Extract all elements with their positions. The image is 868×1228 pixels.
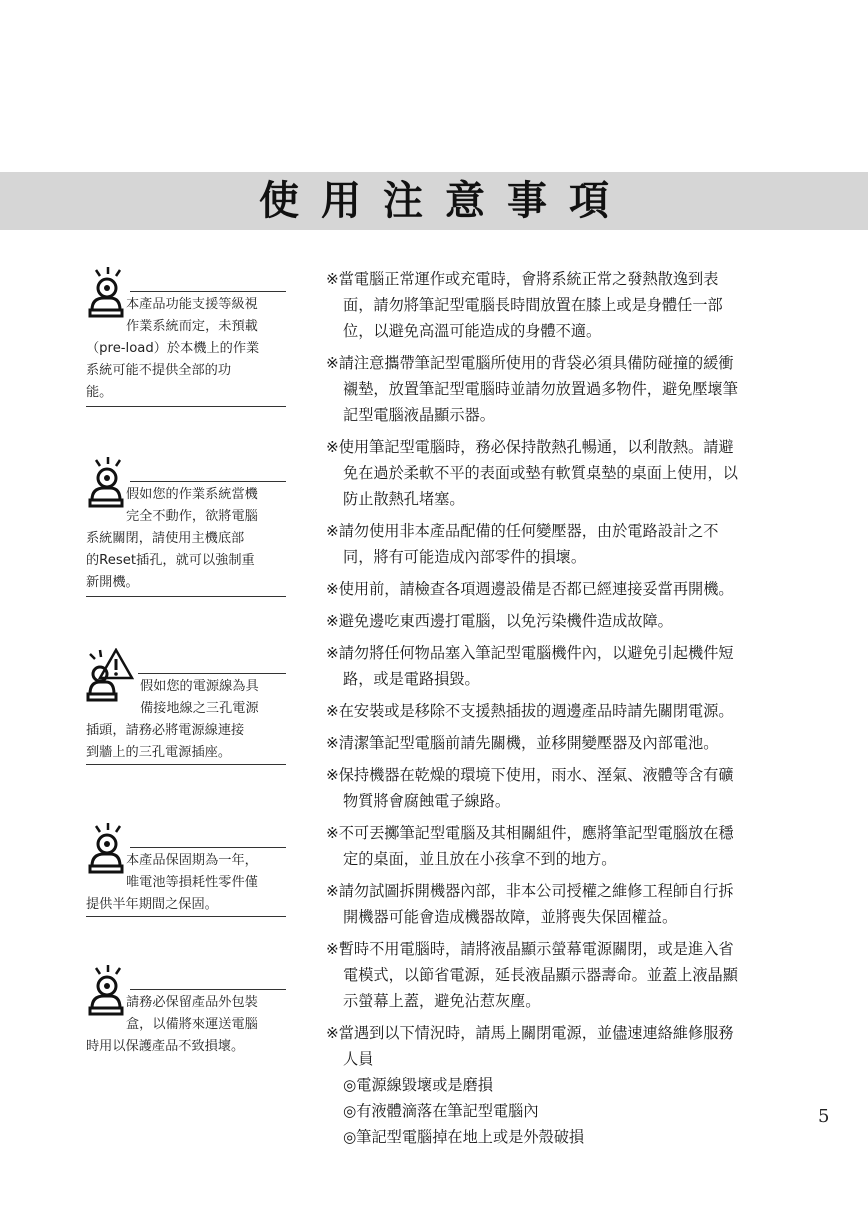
precautions-list	[326, 266, 808, 1156]
list-item	[326, 518, 808, 570]
item-line: 電模式，以節省電源，延長液晶顯示器壽命。並蓋上液晶顯	[343, 966, 738, 984]
note-line: 作業系統而定，未預載	[126, 319, 258, 334]
note-rule	[130, 291, 286, 292]
note-rule	[130, 847, 286, 848]
item-line: 人員	[343, 1050, 374, 1068]
note-rule	[86, 764, 286, 765]
list-item	[326, 878, 808, 930]
note-line: 新開機。	[86, 575, 139, 590]
item-line: ※請勿使用非本產品配備的任何變壓器，由於電路設計之不	[326, 522, 719, 540]
list-item	[326, 730, 808, 756]
list-item	[326, 576, 808, 602]
note-rule	[86, 406, 286, 407]
list-item	[326, 762, 808, 814]
list-item	[326, 350, 808, 428]
item-line: 示螢幕上蓋，避免沾惹灰塵。	[343, 992, 541, 1010]
title-band	[0, 172, 868, 230]
item-line: ※避免邊吃東西邊打電腦，以免污染機件造成故障。	[326, 612, 673, 630]
item-line: 開機器可能會造成機器故障，並將喪失保固權益。	[343, 908, 678, 926]
item-line: ※保持機器在乾燥的環境下使用，雨水、溼氣、液體等含有礦	[326, 766, 734, 784]
note-rule	[138, 673, 286, 674]
list-item	[326, 698, 808, 724]
note-line: 完全不動作，欲將電腦	[126, 509, 258, 524]
note-line: 系統可能不提供全部的功	[86, 363, 232, 378]
item-line: ※當遇到以下情況時，請馬上關閉電源，並儘速連絡維修服務	[326, 1024, 734, 1042]
item-line: 免在過於柔軟不平的表面或墊有軟質桌墊的桌面上使用，以	[343, 464, 738, 482]
note-line: 時用以保護產品不致損壞。	[86, 1039, 245, 1054]
note-line: 唯電池等損耗性零件僅	[126, 875, 258, 890]
item-line: 路，或是電路損毀。	[343, 670, 480, 688]
note-line: 本產品保固期為一年，	[126, 853, 258, 868]
note-line: 假如您的電源線為具	[140, 679, 259, 694]
note-line: 到牆上的三孔電源插座。	[86, 745, 232, 760]
list-item	[326, 434, 808, 512]
note-rule	[86, 596, 286, 597]
note-line: （pre-load）於本機上的作業	[86, 341, 260, 356]
list-item	[326, 820, 808, 872]
sub-item: ◎筆記型電腦掉在地上或是外殼破損	[343, 1128, 585, 1146]
list-item	[326, 640, 808, 692]
sub-item: ◎有液體滴落在筆記型電腦內	[343, 1102, 539, 1120]
item-line: ※請勿將任何物品塞入筆記型電腦機件內，以避免引起機件短	[326, 644, 734, 662]
item-line: 物質將會腐蝕電子線路。	[343, 792, 511, 810]
note-rule	[130, 481, 286, 482]
note-line: 的Reset插孔，就可以強制重	[86, 553, 255, 568]
list-item	[326, 936, 808, 1014]
item-line: ※請注意攜帶筆記型電腦所使用的背袋必須具備防碰撞的緩衝	[326, 354, 734, 372]
list-item	[326, 266, 808, 344]
list-item	[326, 608, 808, 634]
item-line: ※使用筆記型電腦時，務必保持散熱孔暢通，以利散熱。請避	[326, 438, 734, 456]
item-line: ※不可丟擲筆記型電腦及其相關組件，應將筆記型電腦放在穩	[326, 824, 734, 842]
page-title: 使用注意事項	[259, 177, 631, 224]
item-line: ※使用前，請檢查各項週邊設備是否都已經連接妥當再開機。	[326, 580, 734, 598]
note-rule	[130, 989, 286, 990]
note-line: 本產品功能支援等級視	[126, 297, 258, 312]
note-line: 插頭，請務必將電源線連接	[86, 723, 245, 738]
item-line: 防止散熱孔堵塞。	[343, 490, 465, 508]
note-line: 系統關閉，請使用主機底部	[86, 531, 245, 546]
item-line: 記型電腦液晶顯示器。	[343, 406, 495, 424]
item-line: ※清潔筆記型電腦前請先關機，並移開變壓器及內部電池。	[326, 734, 719, 752]
item-line: 位，以避免高溫可能造成的身體不適。	[343, 322, 602, 340]
sub-item: ◎電源線毀壞或是磨損	[343, 1076, 493, 1094]
item-line: 定的桌面，並且放在小孩拿不到的地方。	[343, 850, 617, 868]
item-line: ※在安裝或是移除不支援熱插拔的週邊產品時請先關閉電源。	[326, 702, 734, 720]
item-line: 面，請勿將筆記型電腦長時間放置在膝上或是身體任一部	[343, 296, 723, 314]
page-number: 5	[818, 1106, 830, 1127]
note-rule	[86, 916, 286, 917]
list-item	[326, 1020, 808, 1150]
note-line: 盒，以備將來運送電腦	[126, 1017, 258, 1032]
item-line: 襯墊，放置筆記型電腦時並請勿放置過多物件，避免壓壞筆	[343, 380, 738, 398]
note-line: 請務必保留產品外包裝	[126, 995, 258, 1010]
note-line: 假如您的作業系統當機	[126, 487, 258, 502]
item-line: ※請勿試圖拆開機器內部，非本公司授權之維修工程師自行拆	[326, 882, 734, 900]
item-line: ※當電腦正常運作或充電時，會將系統正常之發熱散逸到表	[326, 270, 719, 288]
item-line: 同，將有可能造成內部零件的損壞。	[343, 548, 586, 566]
note-line: 提供半年期間之保固。	[86, 897, 218, 912]
note-line: 備接地線之三孔電源	[140, 701, 259, 716]
note-line: 能。	[86, 385, 113, 400]
item-line: ※暫時不用電腦時，請將液晶顯示螢幕電源關閉，或是進入省	[326, 940, 734, 958]
